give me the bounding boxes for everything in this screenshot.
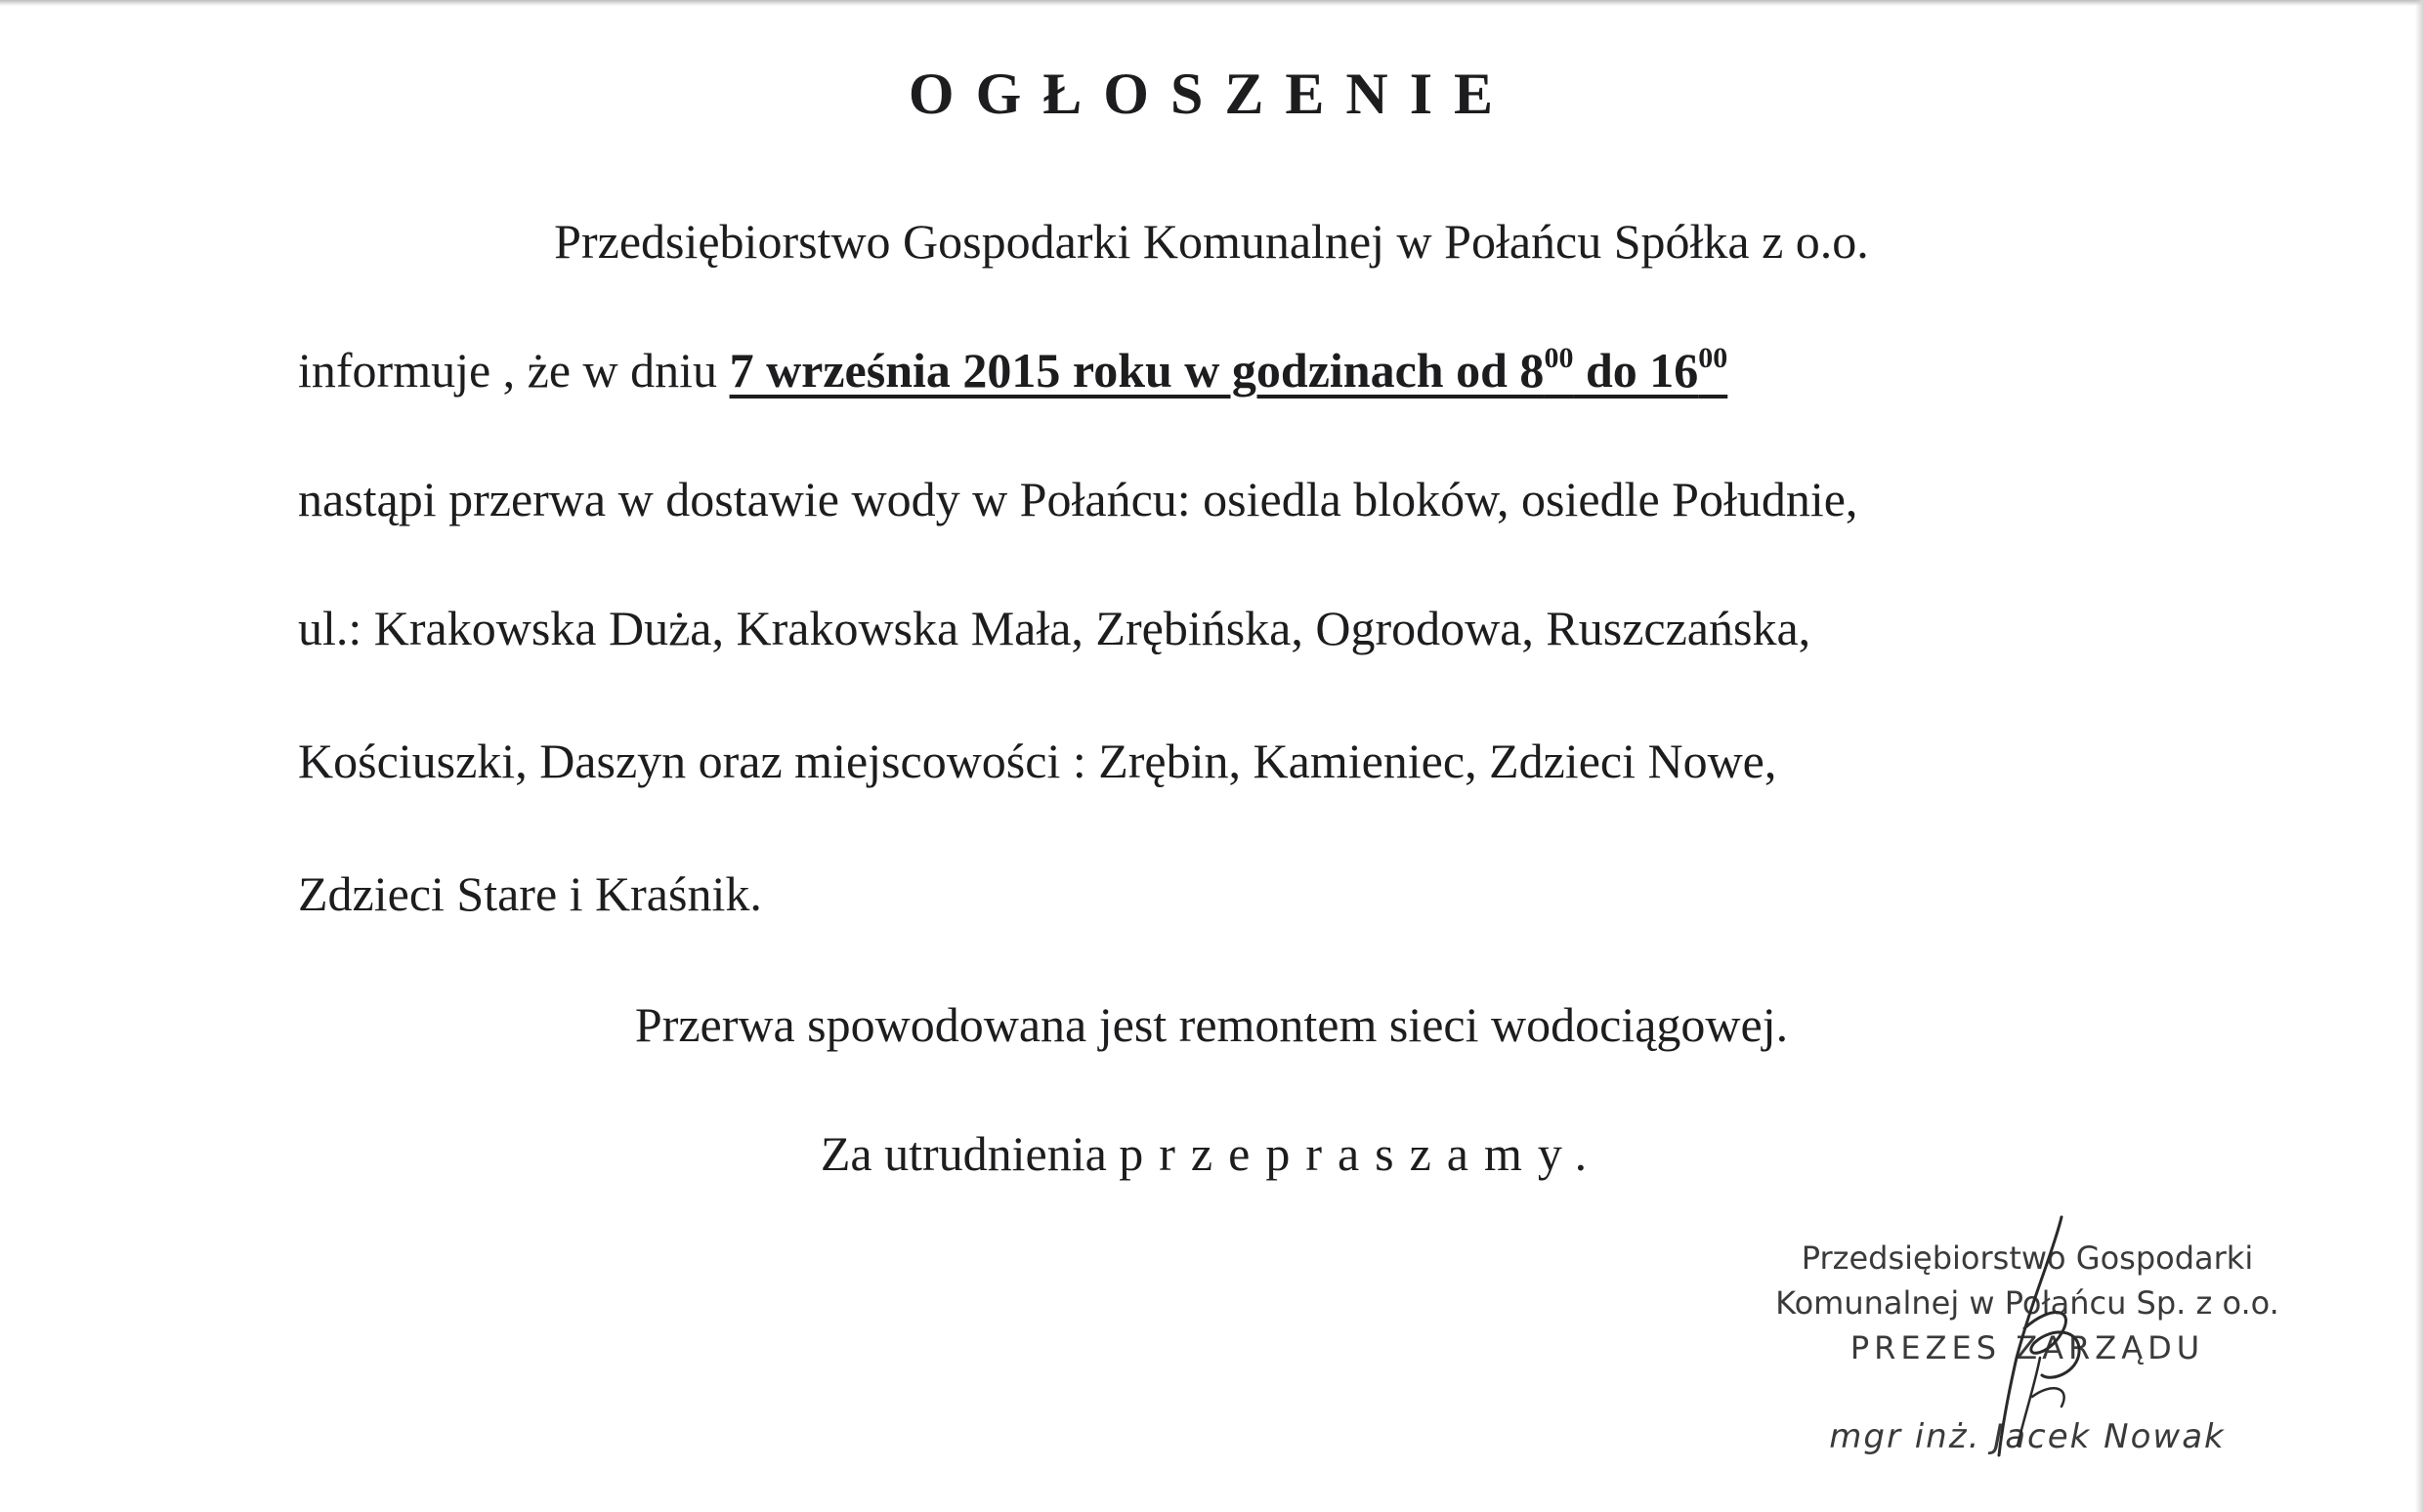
time-to-text: do 16 xyxy=(1573,343,1699,398)
scan-edge-top xyxy=(0,0,2423,6)
time-to-minutes: 00 xyxy=(1698,342,1728,374)
apology-prefix: Za utrudnienia xyxy=(820,1126,1120,1181)
stamp-line-position: PREZES ZARZĄDU xyxy=(1849,1329,2205,1366)
informs-text: informuje , że w dniu xyxy=(298,343,730,398)
apology-spaced-word: przepraszamy. xyxy=(1119,1126,1603,1181)
company-name-line: Przedsiębiorstwo Gospodarki Komunalnej w Połańcu Spółka z o.o. xyxy=(554,214,1869,269)
stamp-line-name: mgr inż. Jacek Nowak xyxy=(1829,1417,2226,1456)
handwritten-signature xyxy=(1915,1211,2169,1465)
time-from-minutes: 00 xyxy=(1544,342,1574,374)
announcement-title: OGŁOSZENIE xyxy=(908,62,1515,126)
announcement-date-line xyxy=(298,342,1727,399)
outage-reason: Przerwa spowodowana jest remontem sieci wodociągowej. xyxy=(634,997,1789,1052)
outage-line-1: nastąpi przerwa w dostawie wody w Połańcu: osiedla bloków, osiedle Południe, xyxy=(298,472,1858,526)
outage-line-4: Zdzieci Stare i Kraśnik. xyxy=(298,866,762,921)
date-text: 7 września 2015 roku w godzinach od 8 xyxy=(729,343,1545,398)
stamp-line-company: Przedsiębiorstwo Gospodarki xyxy=(1801,1239,2254,1277)
outage-line-2: ul.: Krakowska Duża, Krakowska Mała, Zrębińska, Ogrodowa, Ruszczańska, xyxy=(298,601,1811,655)
apology-line xyxy=(0,1125,2423,1182)
stamp-line-company-2: Komunalnej w Połańcu Sp. z o.o. xyxy=(1775,1284,2279,1322)
date-time-highlight xyxy=(730,343,1728,398)
outage-line-3: Kościuszki, Daszyn oraz miejscowości : Zrębin, Kamieniec, Zdzieci Nowe, xyxy=(298,734,1777,788)
